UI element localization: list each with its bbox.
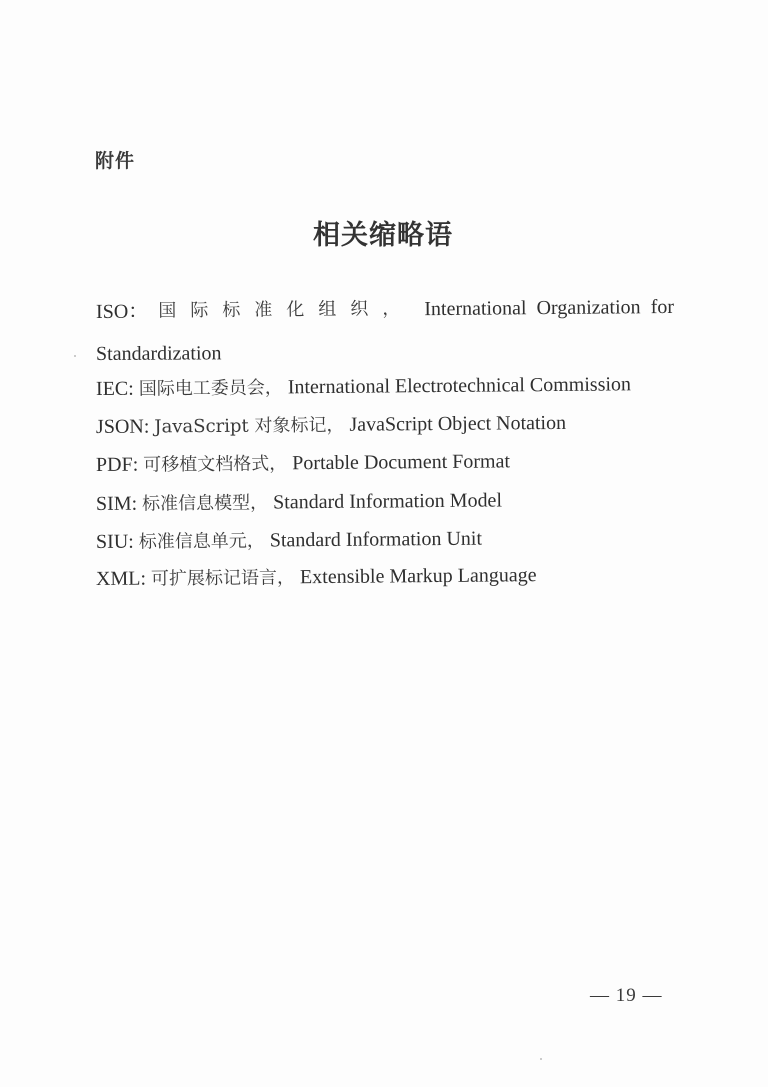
abbreviation-term: PDF: <box>95 453 139 476</box>
abbreviation-english: International Electrotechnical Commission <box>287 373 632 399</box>
abbreviation-term: IEC: <box>95 377 134 400</box>
scan-artifact <box>540 1058 542 1060</box>
abbreviation-term: JSON: <box>95 415 150 438</box>
chinese-char: 标 <box>222 299 241 321</box>
abbreviation-english: Standard Information Unit <box>269 527 483 552</box>
abbreviation-term: SIU: <box>95 530 134 553</box>
chinese-char: 准 <box>254 299 273 321</box>
abbreviation-chinese <box>158 296 414 324</box>
abbreviation-entry-pdf <box>96 448 510 479</box>
page-number: — 19 — <box>590 985 663 1006</box>
abbreviation-english: Standard Information Model <box>273 489 503 514</box>
abbreviation-entry-iec <box>96 371 631 403</box>
abbreviation-term: SIM: <box>95 492 138 515</box>
abbreviation-chinese: 可移植文档格式， <box>143 453 288 476</box>
page-title: 相关缩略语 <box>313 220 453 251</box>
abbreviation-term: ISO： <box>95 300 149 323</box>
chinese-char: 化 <box>286 299 305 321</box>
abbreviation-chinese: JavaScript 对象标记， <box>154 414 345 438</box>
abbreviation-english: Extensible Markup Language <box>299 564 537 589</box>
abbreviation-entry-xml <box>96 562 537 593</box>
chinese-char: ， <box>382 298 401 320</box>
abbreviation-english: Standardization <box>95 342 222 365</box>
chinese-char: 织 <box>350 298 369 320</box>
abbreviation-entry-json <box>96 410 566 441</box>
abbreviation-english: Portable Document Format <box>292 450 511 475</box>
abbreviation-chinese: 可扩展标记语言， <box>150 567 296 590</box>
abbreviation-entry-iso-continued <box>96 340 222 367</box>
attachment-label: 附件 <box>95 150 136 172</box>
abbreviation-english: JavaScript Object Notation <box>349 411 567 436</box>
abbreviation-english-word: for <box>650 295 675 319</box>
abbreviation-english-word: International <box>424 297 527 321</box>
abbreviation-entry-iso <box>96 294 674 325</box>
abbreviation-chinese: 标准信息单元， <box>138 530 265 553</box>
abbreviation-term: XML: <box>95 567 147 590</box>
abbreviation-entry-siu <box>96 526 482 556</box>
abbreviation-chinese: 国际电工委员会， <box>138 377 283 400</box>
abbreviation-chinese: 标准信息模型， <box>142 492 269 515</box>
chinese-char: 国 <box>158 300 177 322</box>
abbreviation-entry-sim <box>96 487 502 518</box>
abbreviation-english-word: Organization <box>536 296 641 320</box>
chinese-char: 组 <box>318 298 337 321</box>
chinese-char: 际 <box>190 300 209 322</box>
scan-artifact <box>74 355 76 357</box>
